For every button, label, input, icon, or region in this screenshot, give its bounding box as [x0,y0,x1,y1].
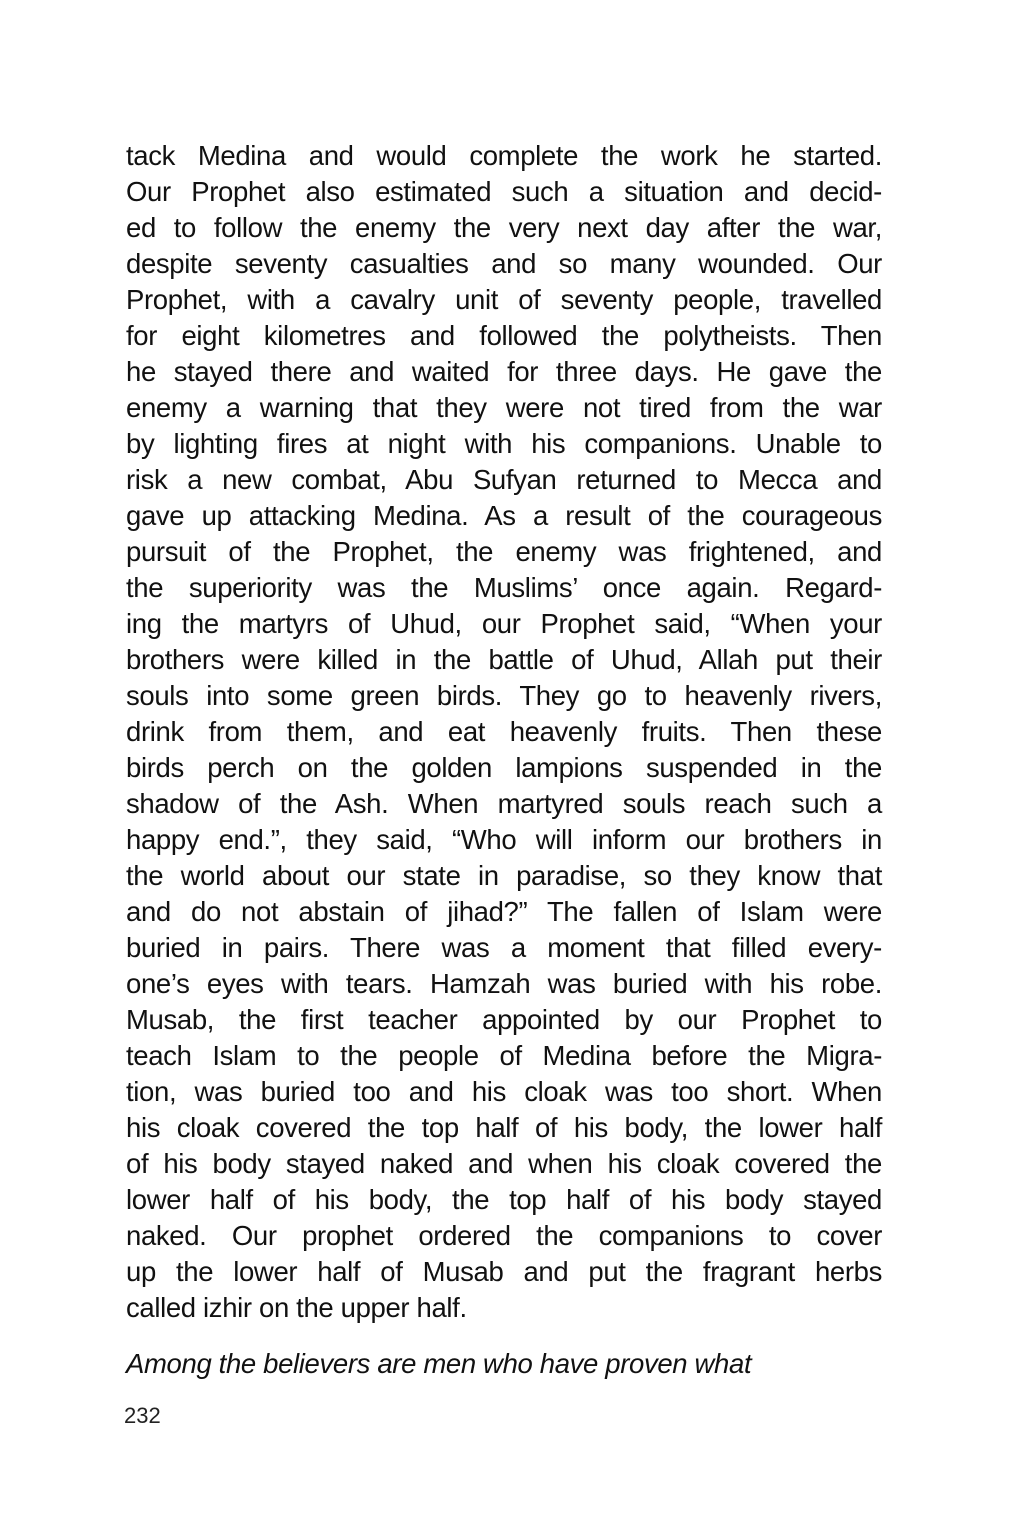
text-line: for eight kilometres and followed the polytheists. Then [126,320,882,351]
body-paragraph [126,138,882,1326]
text-line: drink from them, and eat heavenly fruits. Then these [126,716,882,747]
text-line: ed to follow the enemy the very next day after the war, [126,212,882,243]
text-line: by lighting fires at night with his companions. Unable to [126,428,882,459]
text-line: souls into some green birds. They go to heavenly rivers, [126,680,882,711]
text-line: of his body stayed naked and when his cloak covered the [126,1148,882,1179]
text-line: birds perch on the golden lampions suspended in the [126,752,882,783]
text-line: shadow of the Ash. When martyred souls reach such a [126,788,882,819]
text-line: up the lower half of Musab and put the fragrant herbs [126,1256,882,1287]
text-line: the world about our state in paradise, so they know that [126,860,882,891]
text-line: he stayed there and waited for three days. He gave the [126,356,882,387]
page-number: 232 [124,1403,161,1428]
text-line: tack Medina and would complete the work he started. [126,140,882,171]
text-line: called izhir on the upper half. [126,1292,467,1323]
text-line: Musab, the first teacher appointed by our Prophet to [126,1004,882,1035]
text-line: gave up attacking Medina. As a result of the courageous [126,500,882,531]
text-line: buried in pairs. There was a moment that filled every- [126,932,882,963]
text-line: despite seventy casualties and so many wounded. Our [126,248,882,279]
text-line: one’s eyes with tears. Hamzah was buried with his robe. [126,968,882,999]
text-line: happy end.”, they said, “Who will inform our brothers in [126,824,882,855]
text-line: Prophet, with a cavalry unit of seventy people, travelled [126,284,882,315]
text-line: brothers were killed in the battle of Uhud, Allah put their [126,644,882,675]
quran-quote-paragraph [126,1346,882,1382]
text-line: pursuit of the Prophet, the enemy was frightened, and [126,536,882,567]
text-line: his cloak covered the top half of his body, the lower half [126,1112,882,1143]
text-line: enemy a warning that they were not tired from the war [126,392,882,423]
text-line: ing the martyrs of Uhud, our Prophet said, “When your [126,608,882,639]
text-line: Among the believers are men who have proven what [126,1348,752,1379]
text-line: Our Prophet also estimated such a situation and decid- [126,176,882,207]
text-line: naked. Our prophet ordered the companions to cover [126,1220,882,1251]
text-line: risk a new combat, Abu Sufyan returned to Mecca and [126,464,882,495]
text-line: and do not abstain of jihad?” The fallen of Islam were [126,896,882,927]
text-line: lower half of his body, the top half of his body stayed [126,1184,882,1215]
text-line: the superiority was the Muslims’ once again. Regard- [126,572,882,603]
text-line: tion, was buried too and his cloak was too short. When [126,1076,882,1107]
text-line: teach Islam to the people of Medina before the Migra- [126,1040,882,1071]
